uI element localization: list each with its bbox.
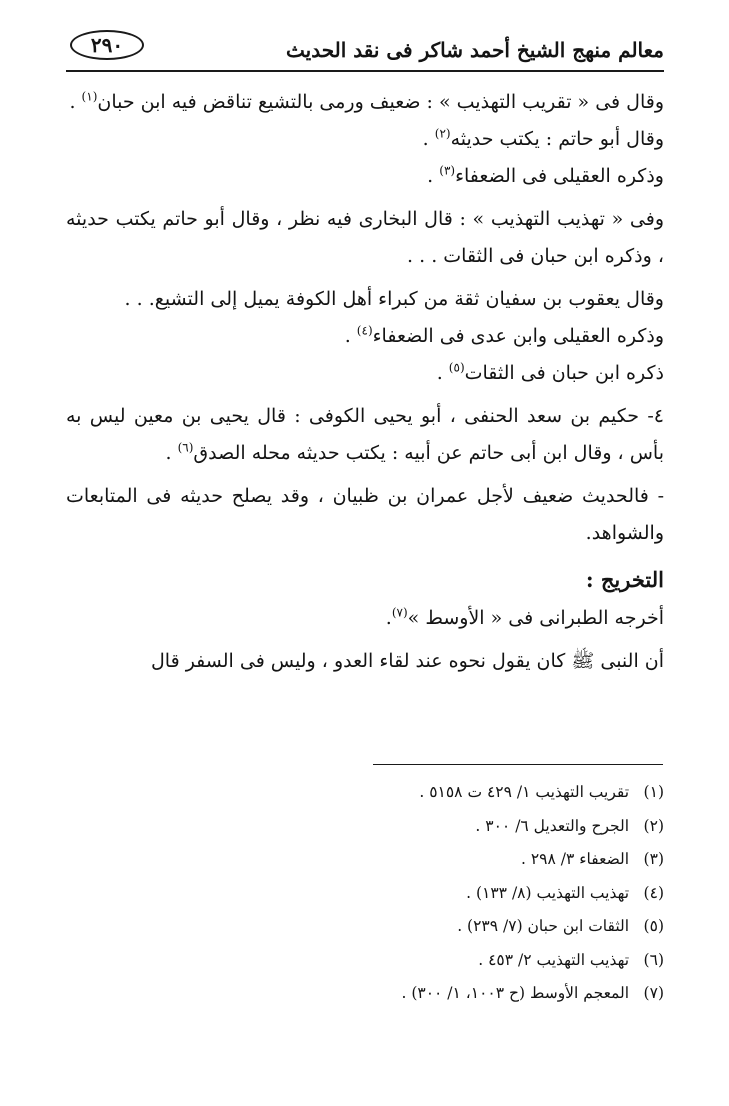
takhrij-line-2: أن النبى ﷺ كان يقول نحوه عند لقاء العدو ، وليس فى السفر قال	[150, 650, 664, 672]
footnote-ref-3: (٣)	[439, 163, 456, 178]
footnote-2: (٢) الجرح والتعديل ٦/ ٣٠٠ .	[475, 816, 664, 835]
footnote-separator	[373, 764, 663, 765]
paragraph-1: وقال فى « تقريب التهذيب » : ضعيف ورمى بالتشيع تناقض فيه ابن حبان$^{(١)}$ .	[69, 89, 664, 113]
footnote-4: (٤) تهذيب التهذيب (٨/ ١٣٣) .	[466, 883, 664, 902]
footnote-ref-1: (١)	[81, 89, 98, 104]
page-header	[66, 28, 664, 72]
footnote-5: (٥) الثقات ابن حبان (٧/ ٢٣٩) .	[457, 917, 664, 935]
paragraph-4: وفى « تهذيب التهذيب » : قال البخارى فيه نظر ، وقال أبو حاتم يكتب حديثه ، وذكره ابن حبان فى الثقات . . .	[66, 208, 664, 267]
takhrij-line-1: أخرجه الطبرانى فى « الأوسط »$^{(٧)}$.	[385, 605, 664, 629]
footnote-6: (٦) تهذيب التهذيب ٢/ ٤٥٣ .	[478, 950, 664, 969]
paragraph-6: وذكره العقيلى وابن عدى فى الضعفاء$^{(٤)}$ .	[344, 323, 664, 347]
footnote-ref-6: (٦)	[177, 440, 194, 455]
paragraph-2: وقال أبو حاتم : يكتب حديثه$^{(٢)}$ .	[422, 126, 664, 150]
main-text	[66, 84, 664, 680]
footnote-1: (١) تقريب التهذيب ١/ ٤٢٩ ت ٥١٥٨ .	[419, 783, 664, 801]
paragraph-7: ذكره ابن حبان فى الثقات$^{(٥)}$ .	[436, 360, 664, 384]
paragraph-3: وذكره العقيلى فى الضعفاء$^{(٣)}$ .	[427, 163, 664, 187]
footnote-3: (٣) الضعفاء ٣/ ٢٩٨ .	[521, 850, 664, 868]
footnote-7: (٧) المعجم الأوسط (ح ١٠٠٣، ١/ ٣٠٠) .	[401, 984, 664, 1002]
footnote-ref-4: (٤)	[356, 323, 373, 338]
paragraph-5: وقال يعقوب بن سفيان ثقة من كبراء أهل الكوفة يميل إلى التشيع. . .	[124, 288, 664, 310]
paragraph-9: - فالحديث ضعيف لأجل عمران بن ظبيان ، وقد يصلح حديثه فى المتابعات والشواهد.	[66, 485, 664, 544]
footnotes	[66, 776, 664, 1011]
running-title: معالم منهج الشيخ أحمد شاكر فى نقد الحديث	[286, 38, 664, 62]
footnote-ref-5: (٥)	[448, 360, 465, 375]
page-number: ٢٩٠	[70, 30, 144, 60]
footnote-ref-2: (٢)	[434, 126, 451, 141]
section-heading-takhrij: التخريج :	[585, 567, 664, 592]
paragraph-8: ٤- حكيم بن سعد الحنفى ، أبو يحيى الكوفى : قال يحيى بن معين ليس به بأس ، وقال ابن أبى حاتم عن أبيه : يكتب حديثه محله الصدق$^{(٦)}$ .	[66, 405, 664, 464]
footnote-ref-7: (٧)	[391, 605, 408, 620]
header-rule	[66, 70, 664, 72]
